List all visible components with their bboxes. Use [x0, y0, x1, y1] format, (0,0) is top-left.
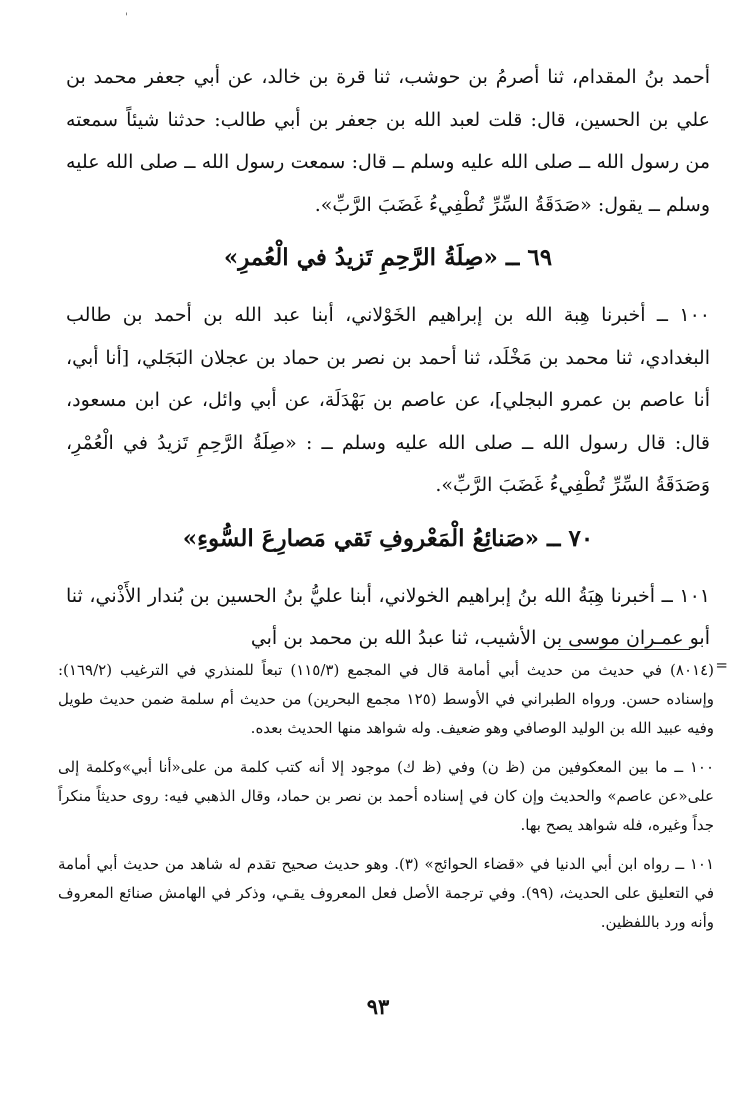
chapter-heading-70: ٧٠ ــ «صَنائِعُ الْمَعْروفِ تَقي مَصارِعَ السُّوءِ»: [182, 524, 594, 552]
footnote-100: ١٠٠ ــ ما بين المعكوفين من (ظ ن) وفي (ظ ك) موجود إلا أنه كتب كلمة من على«أنا أبي»وكلمة إلى على«عن عاصم» والحديث وإن كان في إسناده أحمد بن نصر بن حماد، وقال الذهبي فيه: روى حديثاً منكراً جداً وغيره، فله شواهد يصح بها.: [58, 758, 714, 834]
footnote-separator: [558, 649, 690, 650]
chapter-heading-69: ٦٩ ــ «صِلَةُ الرَّحِمِ تَزيدُ في الْعُمرِ»: [223, 244, 553, 271]
paragraph-hadith-100: ١٠٠ ــ أخبرنا هِبة الله بن إبراهيم الخَوْلاني، أبنا عبد الله بن أحمد بن طالب البغدادي، ثنا محمد بن مَخْلَد، ثنا أحمد بن نصر بن حماد بن عجلان البَجَلي، [أنا أبي، أنا عاصم بن عمرو البجلي]، عن عاصم بن بَهْدَلَة، عن أبي وائل، عن ابن مسعود، قال: قال رسول الله ــ صلى الله عليه وسلم ــ : «صِلَةُ الرَّحِمِ تَزيدُ في الْعُمْرِ، وَصَدَقَةُ السِّرِّ تُطْفِيءُ غَضَبَ الرَّبِّ».: [66, 304, 710, 496]
footnote-101: ١٠١ ــ رواه ابن أبي الدنيا في «قضاء الحوائج» (٣). وهو حديث صحيح تقدم له شاهد من حديث أبي أمامة في التعليق على الحديث، (٩٩). وفي ترجمة الأصل فعل المعروف يقـي، وذكر في الهامش صنائع المعروف وأنه ورد باللفظين.: [58, 855, 715, 931]
page-number: ٩٣: [366, 994, 390, 1019]
footnote-continuation-mark: =: [715, 656, 728, 674]
corner-mark: ': [125, 12, 128, 23]
paragraph-hadith-99-continuation: أحمد بنُ المقدام، ثنا أصرمُ بن حوشب، ثنا قرة بن خالد، عن أبي جعفر محمد بن علي بن الحسين، قال: قلت لعبد الله بن جعفر بن أبي طالب: حدثنا شيئاً سمعته من رسول الله ــ صلى الله عليه وسلم ــ قال: سمعت رسول الله ــ صلى الله عليه وسلم ــ يقول: «صَدَقَةُ السِّرِّ تُطْفِيءُ غَضَبَ الرَّبِّ».: [66, 66, 710, 216]
main-text: [66, 56, 710, 660]
paragraph-hadith-101: ١٠١ ــ أخبرنا هِبَةُ الله بنُ إبراهيم الخولاني، أبنا عليُّ بنُ الحسين بن بُندار الأَذْني، ثنا أبو عمـران موسى بن الأشيب، ثنا عبدُ الله بن محمد بن أبي: [66, 584, 710, 649]
footnote-continued: (٨٠١٤) في حديث من حديث أبي أمامة قال في المجمع (١١٥/٣) تبعاً للمنذري في الترغيب (١٦٩/٢): وإسناده حسن. ورواه الطبراني في الأوسط (١٢٥ مجمع البحرين) من حديث أم سلمة ضمن حديث طويل وفيه عبيد الله بن الوليد الوصافي وهو ضعيف. وله شواهد منها الحديث بعده.: [58, 661, 714, 737]
footnotes: [58, 656, 728, 947]
